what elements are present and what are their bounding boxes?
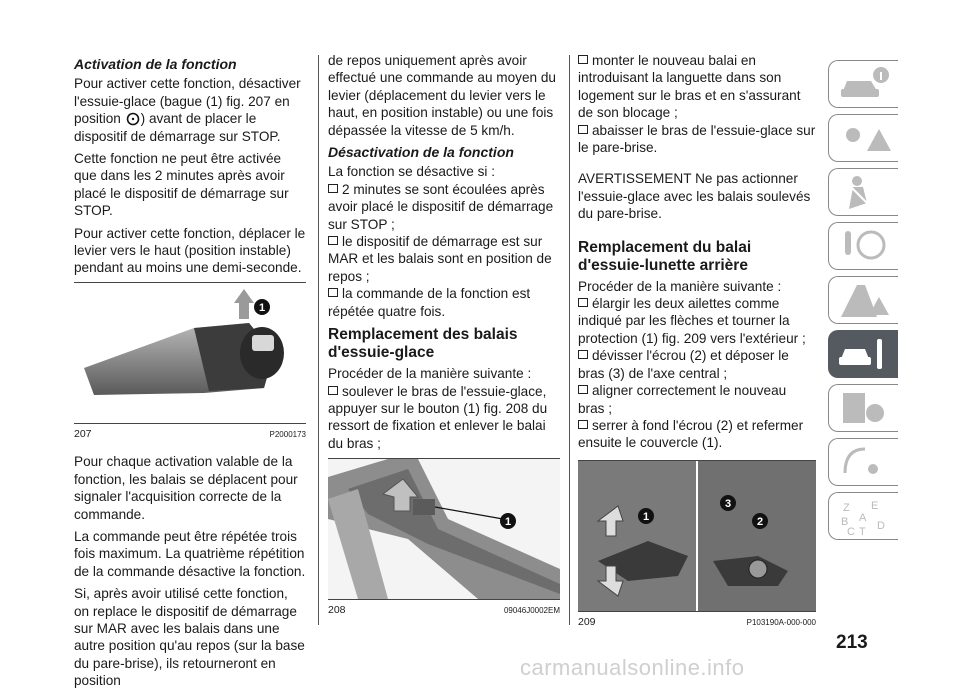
index-letter: B [841, 516, 849, 528]
figure-number: 209 [578, 615, 596, 628]
heading-replace-blades: Remplacement des balais d'essuie-glace [328, 326, 518, 362]
checkbox-bullet-icon [578, 420, 588, 429]
tab-safety[interactable] [828, 168, 898, 216]
checkbox-bullet-icon [328, 288, 338, 297]
index-letter: T [859, 526, 866, 535]
list-item [578, 52, 816, 122]
index-letter: C [847, 526, 855, 535]
list-item-text: dévisser l'écrou (2) et déposer le bras (3) de l'axe central ; [578, 348, 789, 381]
arrow-up-icon [234, 289, 254, 319]
figure-rule [578, 611, 816, 612]
figure-207 [74, 283, 306, 423]
checkbox-bullet-icon [578, 55, 588, 64]
list-item [578, 382, 816, 417]
warning-text: AVERTISSEMENT Ne pas actionner l'essuie-glace avec les balais soulevés du pare-brise. [578, 171, 811, 222]
checkbox-bullet-icon [328, 184, 338, 193]
car-wrench-icon [837, 335, 891, 373]
figure-reference: P2000173 [269, 429, 306, 439]
paragraph: Procéder de la manière suivante : [578, 278, 782, 294]
chapter-tabs [828, 60, 898, 546]
paragraph-text: Pour activer cette fonction, désactiver l'essuie-glace (bague (1) fig. 207 en position [74, 76, 301, 127]
tab-car-info[interactable] [828, 60, 898, 108]
tab-index[interactable] [828, 492, 898, 540]
tab-multimedia[interactable] [828, 438, 898, 486]
watermark: carmanualsonline.info [520, 655, 745, 680]
list-item-text: élargir les deux ailettes comme indiqué par les flèches et tourner la protection (1) fig. 209 vers l'extérieur ; [578, 296, 806, 346]
tab-technical-data[interactable] [828, 384, 898, 432]
list-item-text: aligner correctement le nouveau bras ; [578, 383, 787, 416]
column-middle [328, 52, 560, 620]
paragraph: de repos uniquement après avoir effectué une commande au moyen du levier (déplacement du levier vers le haut, en position instable) ou une fois dépassée la vitesse de 5 km/h. [328, 53, 556, 138]
list-item-text: le dispositif de démarrage est sur MAR et les balais sont en position de repos ; [328, 234, 552, 284]
callout-1-label: 1 [642, 510, 650, 523]
checkbox-bullet-icon [328, 236, 338, 245]
figure-rule [74, 423, 306, 424]
heading-activation: Activation de la fonction [74, 56, 237, 72]
page-number: 213 [836, 632, 868, 653]
figure-rule [328, 599, 560, 600]
wiper-off-symbol-icon [125, 112, 141, 126]
warning-lights-icon [837, 119, 891, 157]
list-item [328, 181, 560, 233]
checkbox-bullet-icon [578, 125, 588, 134]
figure-208 [328, 459, 560, 599]
data-gear-icon [837, 389, 891, 427]
column-left [74, 56, 306, 695]
car-info-icon [837, 65, 891, 103]
checkbox-bullet-icon [578, 385, 588, 394]
list-item-text: 2 minutes se sont écoulées après avoir placé le dispositif de démarrage sur STOP ; [328, 181, 554, 232]
list-item-text: serrer à fond l'écrou (2) et refermer ensuite le couvercle (1). [578, 417, 804, 451]
list-item [578, 417, 816, 452]
tab-warning-lights[interactable] [828, 114, 898, 162]
paragraph: Pour activer cette fonction, déplacer le levier vers le haut (position instable) pendant au moins une demi-seconde. [74, 225, 306, 276]
nav-music-icon [837, 443, 891, 481]
list-item-text: abaisser le bras de l'essuie-glace sur le pare-brise. [578, 122, 816, 156]
seat-airbag-icon [837, 173, 891, 211]
checkbox-bullet-icon [328, 386, 338, 395]
list-item-text: monter le nouveau balai en introduisant la languette dans son logement sur le bras et en s'assurant de son blocage ; [578, 53, 801, 121]
figure-209 [578, 461, 816, 611]
callout-1-label: 1 [258, 301, 266, 314]
index-letter: A [859, 512, 867, 524]
paragraph [74, 75, 306, 145]
tab-maintenance[interactable] [828, 330, 898, 378]
list-item-text: la commande de la fonction est répétée quatre fois. [328, 286, 531, 319]
heading-rear-wiper: Remplacement du balai d'essuie-lunette arrière [578, 238, 752, 274]
column-divider [318, 55, 319, 625]
road-warning-icon [837, 281, 891, 319]
index-letter: E [871, 500, 879, 512]
list-item [328, 233, 560, 285]
alphabet-index-icon [837, 497, 891, 535]
list-item-text: soulever le bras de l'essuie-glace, appuyer sur le bouton (1) fig. 208 du ressort de fixation et enlever le balai du bras ; [328, 383, 548, 451]
checkbox-bullet-icon [578, 298, 588, 307]
list-item [578, 347, 816, 382]
paragraph: La fonction se désactive si : [328, 164, 495, 180]
callout-2-label: 2 [756, 515, 764, 528]
figure-caption [74, 426, 306, 443]
heading-deactivation: Désactivation de la fonction [328, 144, 514, 161]
column-divider [569, 55, 570, 625]
list-item [328, 383, 560, 453]
list-item [578, 122, 816, 157]
key-steering-icon [837, 227, 891, 265]
paragraph: Pour chaque activation valable de la fonction, les balais se déplacent pour signaler l'acquisition correcte de la commande. [74, 454, 298, 522]
tab-emergency[interactable] [828, 276, 898, 324]
figure-caption [578, 614, 816, 631]
figure-caption [328, 602, 560, 619]
wiper-stalk-image [74, 283, 306, 423]
wiper-blade-image [328, 459, 560, 599]
figure-reference: 09046J0002EM [503, 606, 560, 616]
rear-wiper-image [578, 461, 816, 611]
paragraph: Procéder de la manière suivante : [328, 366, 532, 382]
paragraph: La commande peut être répétée trois fois maximum. La quatrième répétition de la commande désactive la fonction. [74, 528, 306, 579]
list-item [578, 295, 816, 347]
figure-reference: P103190A-000-000 [746, 617, 816, 627]
figure-number: 207 [74, 427, 92, 440]
checkbox-bullet-icon [578, 350, 588, 359]
column-right [578, 52, 816, 631]
paragraph-text: ) avant de placer le dispositif de démarrage sur STOP. [74, 111, 281, 144]
callout-3-label: 3 [724, 497, 732, 510]
paragraph: Si, après avoir utilisé cette fonction, on replace le dispositif de démarrage sur MAR avec les balais dans une autre position qu'au repos (sur la base du pare-brise), ils retourneront en position [74, 586, 305, 689]
list-item [328, 285, 560, 320]
callout-1-label: 1 [504, 516, 512, 529]
index-letter: D [877, 520, 885, 532]
index-letter: Z [843, 502, 850, 514]
button-detail [413, 499, 435, 515]
paragraph: Cette fonction ne peut être activée que dans les 2 minutes après avoir placé le dispositif de démarrage sur STOP. [74, 151, 289, 219]
tab-starting-driving[interactable] [828, 222, 898, 270]
figure-number: 208 [328, 604, 346, 617]
